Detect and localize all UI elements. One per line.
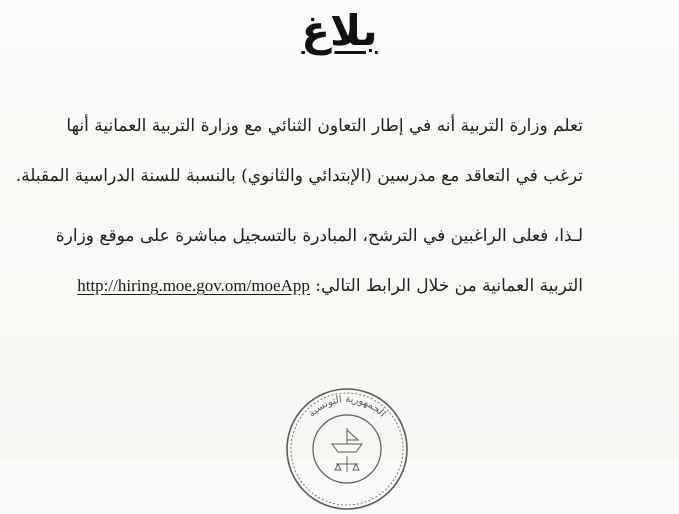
official-seal bbox=[282, 384, 412, 514]
paragraph-1-line-2: ترغب في التعاقد مع مدرسين (الإبتدائي والثانوي) بالنسبة للسنة الدراسية المقبلة. bbox=[15, 166, 583, 186]
seal-inner-ring bbox=[291, 393, 403, 505]
hiring-link[interactable]: http://hiring.moe.gov.om/moeApp bbox=[77, 276, 310, 295]
seal-emblem-ship bbox=[332, 444, 362, 452]
paragraph-1-line-1: تعلم وزارة التربية أنه في إطار التعاون الثنائي مع وزارة التربية العمانية أنها bbox=[66, 116, 583, 136]
seal-text: الجمهورية التونسية bbox=[306, 393, 388, 420]
seal-emblem-mast bbox=[347, 428, 358, 444]
paragraph-2-line-2-text: التربية العمانية من خلال الرابط التالي: bbox=[309, 276, 583, 296]
seal-center-ring bbox=[313, 415, 381, 483]
seal-emblem-scale bbox=[335, 456, 359, 472]
seal-outer-ring bbox=[287, 389, 407, 509]
announcement-title: بلاغ bbox=[301, 6, 378, 55]
paragraph-2-line-2 bbox=[77, 276, 583, 296]
paragraph-2-line-1: لـذا، فعلى الراغبين في الترشح، المبادرة بالتسجيل مباشرة على موقع وزارة bbox=[55, 226, 583, 246]
